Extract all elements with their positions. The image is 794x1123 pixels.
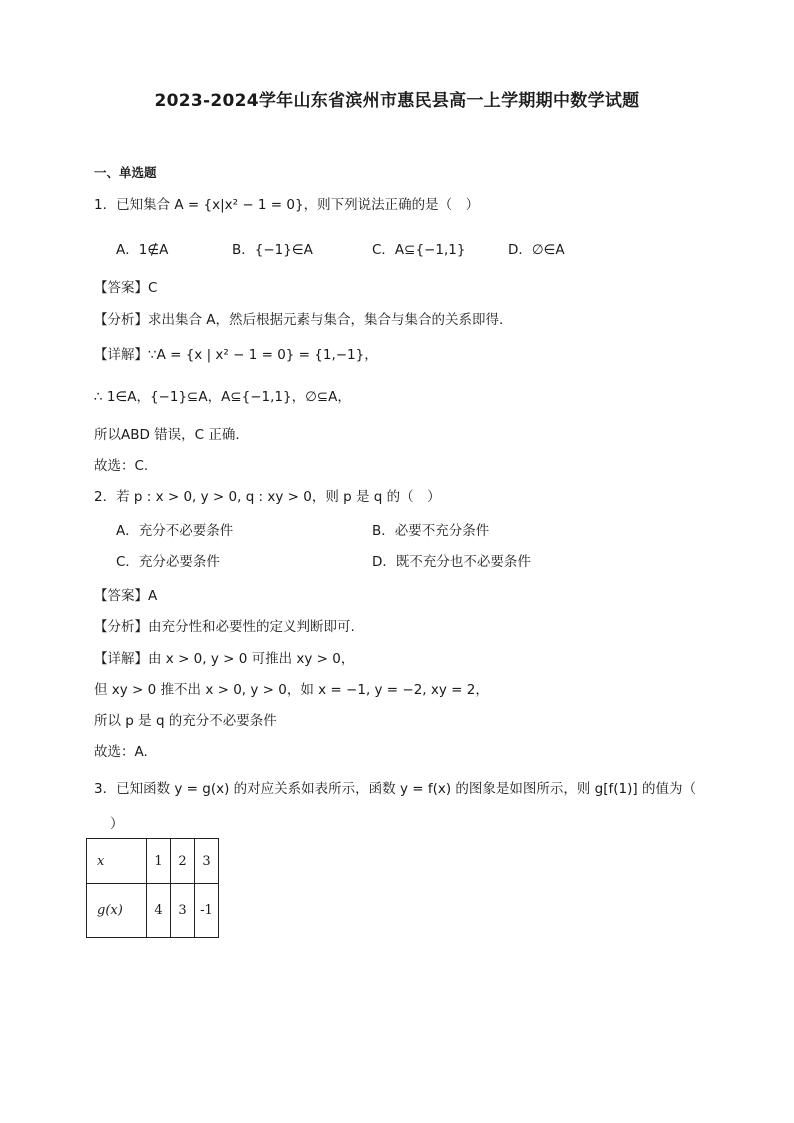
section-heading: 一、单选题 [94, 165, 157, 180]
q2-detail-line-3: 所以 p 是 q 的充分不必要条件 [94, 713, 277, 729]
q2-option-a: A．充分不必要条件 [116, 523, 234, 539]
q2-option-c: C．充分必要条件 [116, 554, 220, 570]
table-cell: -1 [195, 884, 219, 938]
table-cell: 1 [147, 839, 171, 884]
q2-detail-line-2: 但 xy > 0 推不出 x > 0, y > 0，如 x = −1, y = −2, xy = 2， [94, 682, 489, 698]
q1-choice: 故选：C. [94, 458, 149, 474]
q2-detail-line-1: 【详解】由 x > 0, y > 0 可推出 xy > 0， [94, 651, 355, 667]
q1-answer: 【答案】C [94, 280, 158, 296]
q1-detail-line-2: ∴ 1∈A，{−1}⊆A，A⊆{−1,1}，∅⊆A， [94, 389, 351, 405]
q2-option-b: B．必要不充分条件 [372, 523, 490, 539]
table-cell: x [87, 839, 147, 884]
q2-option-d: D．既不充分也不必要条件 [372, 554, 531, 570]
g-value-table [86, 838, 219, 938]
table-cell: 2 [171, 839, 195, 884]
q1-option-a: A．1∉A [116, 242, 169, 258]
table-cell: 3 [195, 839, 219, 884]
question-1-stem: 1．已知集合 A = {x|x² − 1 = 0}，则下列说法正确的是（ ） [94, 197, 480, 213]
question-2-stem: 2．若 p : x > 0, y > 0, q : xy > 0，则 p 是 q 的（ ） [94, 489, 441, 505]
q2-choice: 故选：A. [94, 744, 148, 760]
table-cell: 3 [171, 884, 195, 938]
q2-answer: 【答案】A [94, 588, 158, 604]
q1-analysis: 【分析】求出集合 A，然后根据元素与集合，集合与集合的关系即得. [94, 312, 504, 328]
q1-option-c: C．A⊆{−1,1} [372, 242, 466, 258]
table-row [87, 884, 219, 938]
q2-analysis: 【分析】由充分性和必要性的定义判断即可. [94, 619, 355, 635]
table-row [87, 839, 219, 884]
table-cell: g(x) [87, 884, 147, 938]
page-title: 2023-2024学年山东省滨州市惠民县高一上学期期中数学试题 [154, 91, 640, 111]
q1-detail-line-1: 【详解】∵A = {x | x² − 1 = 0} = {1,−1}， [94, 347, 378, 363]
q1-detail-line-3: 所以ABD 错误，C 正确. [94, 427, 240, 443]
q1-option-b: B．{−1}∈A [232, 242, 313, 258]
q1-option-d: D．∅∈A [508, 242, 565, 258]
question-3-stem: 3．已知函数 y = g(x) 的对应关系如表所示，函数 y = f(x) 的图象是如图所示，则 g[f(1)] 的值为（ [94, 781, 696, 797]
table-cell: 4 [147, 884, 171, 938]
question-3-stem-end: ） [110, 816, 124, 832]
